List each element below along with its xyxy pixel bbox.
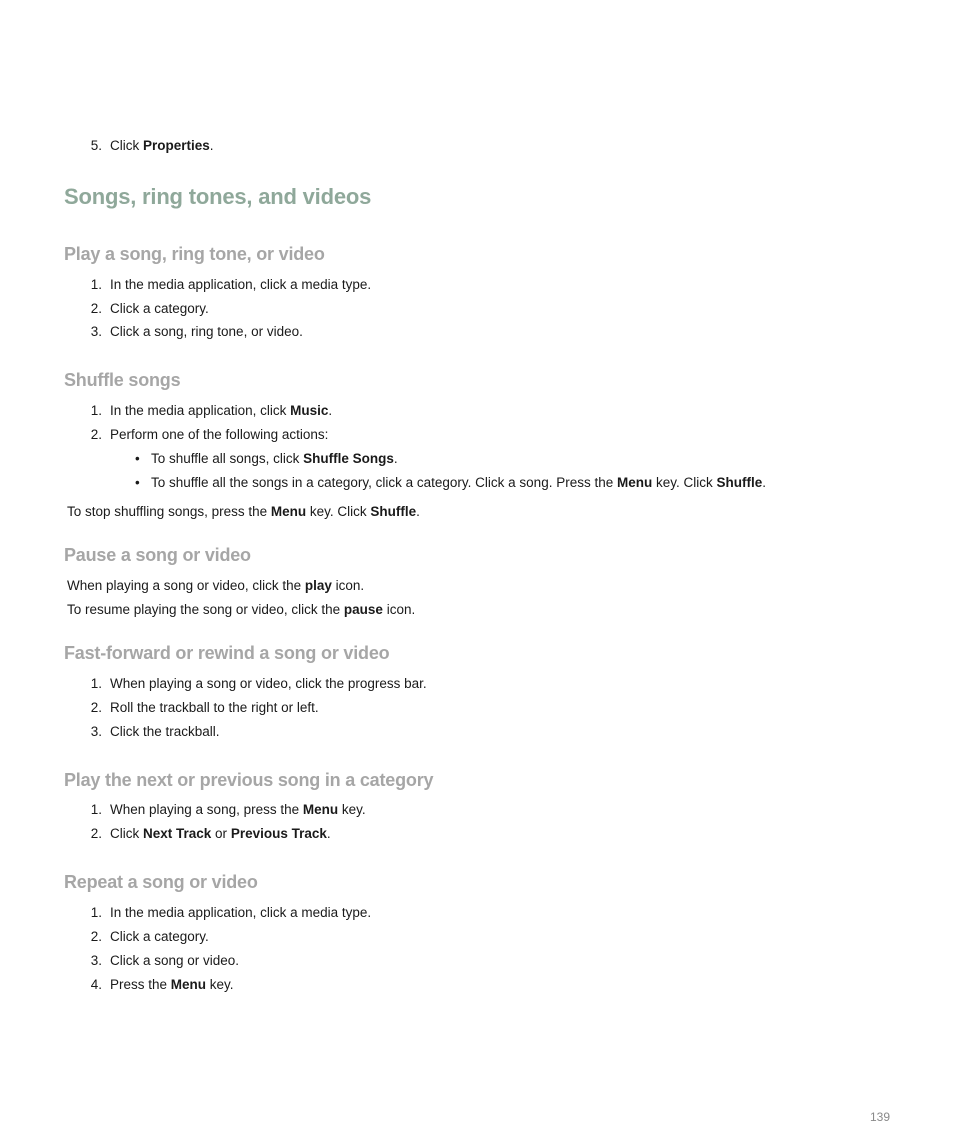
bullet-text: To shuffle all the songs in a category, click a category. Click a song. Press the Menu key. Click Shuffle. bbox=[151, 475, 767, 490]
note-text: To stop shuffling songs, press the Menu key. Click Shuffle. bbox=[67, 504, 420, 519]
paragraph-text: To resume playing the song or video, click the pause icon. bbox=[67, 602, 416, 617]
bullet-mark: • bbox=[135, 475, 140, 490]
bullet-mark: • bbox=[135, 451, 140, 466]
step-number: 3. bbox=[90, 724, 102, 739]
paragraph-text: When playing a song or video, click the play icon. bbox=[67, 578, 365, 593]
step-text: Click Next Track or Previous Track. bbox=[110, 826, 331, 841]
step-number: 3. bbox=[90, 324, 102, 339]
bullet-text: To shuffle all songs, click Shuffle Songs. bbox=[151, 451, 398, 466]
step-number: 1. bbox=[90, 277, 102, 292]
step-text: When playing a song or video, click the progress bar. bbox=[110, 676, 427, 691]
step-number: 2. bbox=[90, 700, 102, 715]
step-number: 1. bbox=[90, 905, 102, 920]
section-title-next-previous: Play the next or previous song in a category bbox=[64, 770, 434, 790]
page-number: 139 bbox=[869, 1110, 890, 1124]
section-title-repeat: Repeat a song or video bbox=[64, 872, 258, 892]
step-number: 2. bbox=[90, 929, 102, 944]
step-text: Click a song, ring tone, or video. bbox=[110, 324, 303, 339]
step-text: Click a song or video. bbox=[110, 953, 240, 968]
section-title-pause: Pause a song or video bbox=[64, 545, 251, 565]
step-text: Perform one of the following actions: bbox=[110, 427, 329, 442]
step-text: Roll the trackball to the right or left. bbox=[110, 700, 319, 715]
step-text: Click a category. bbox=[110, 301, 209, 316]
step-text: Click a category. bbox=[110, 929, 209, 944]
section-title-play: Play a song, ring tone, or video bbox=[64, 244, 325, 264]
page-title: Songs, ring tones, and videos bbox=[64, 184, 372, 209]
step-number: 4. bbox=[90, 977, 102, 992]
step-text: In the media application, click a media type. bbox=[110, 905, 372, 920]
section-title-fast-forward: Fast-forward or rewind a song or video bbox=[64, 643, 390, 663]
step-text: Click the trackball. bbox=[110, 724, 220, 739]
step-text: In the media application, click Music. bbox=[110, 403, 333, 418]
step-text: In the media application, click a media type. bbox=[110, 277, 372, 292]
step-text: When playing a song, press the Menu key. bbox=[110, 802, 366, 817]
step-text: Click Properties. bbox=[110, 138, 214, 153]
step-number: 3. bbox=[90, 953, 102, 968]
step-text: Press the Menu key. bbox=[110, 977, 234, 992]
step-number: 1. bbox=[90, 802, 102, 817]
step-number: 2. bbox=[90, 301, 102, 316]
step-number: 2. bbox=[90, 427, 102, 442]
section-title-shuffle: Shuffle songs bbox=[64, 370, 181, 390]
step-number: 2. bbox=[90, 826, 102, 841]
step-number: 1. bbox=[90, 403, 102, 418]
step-number: 5. bbox=[90, 138, 102, 153]
step-number: 1. bbox=[90, 676, 102, 691]
